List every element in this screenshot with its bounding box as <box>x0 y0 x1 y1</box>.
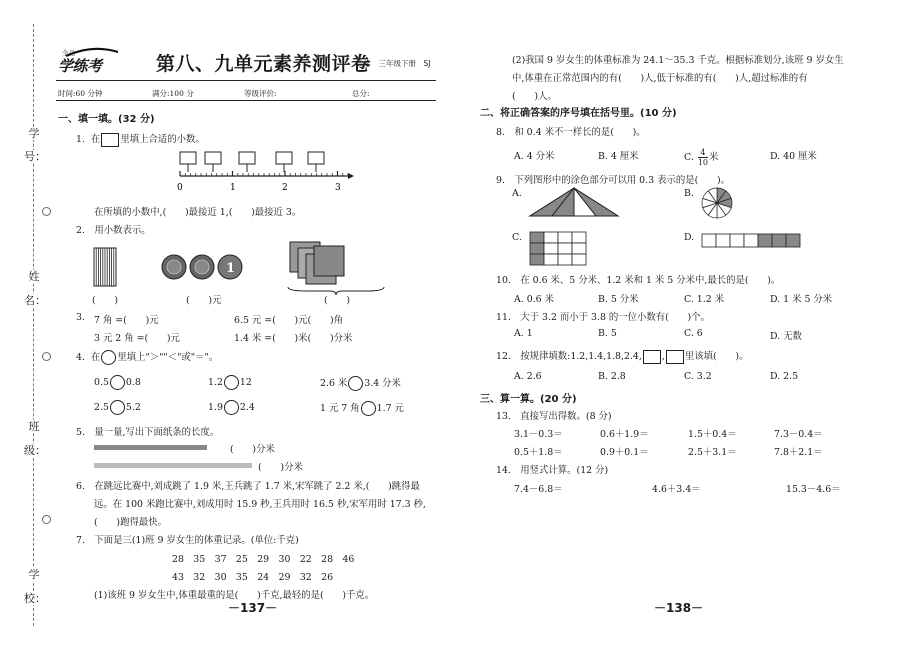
question-2: 2. 用小数表示。 <box>76 225 151 236</box>
compare-right: 5.2 <box>125 402 141 413</box>
answer-circle-icon <box>224 400 239 415</box>
grid-cell <box>786 234 800 247</box>
q11-option-b: B. 5 <box>598 328 617 339</box>
question-13: 13. 直接写出得数。(8 分) <box>496 411 612 422</box>
compare-left: 1 元 7 角 <box>320 403 360 414</box>
section-2-heading: 二、将正确答案的序号填在括号里。(10 分) <box>480 108 677 119</box>
compare-item <box>94 375 141 390</box>
question-7: 7. 下面是三(1)班 9 岁女生的体重记录。(单位:千克) <box>76 535 299 546</box>
q7-part-2-line-3: ( )人。 <box>512 91 557 102</box>
q5-answer-a: ( )分米 <box>230 444 275 455</box>
grid-cell <box>758 234 772 247</box>
q9-label-a: A. <box>512 188 522 199</box>
compare-item <box>208 400 255 415</box>
q1-number: 1. <box>76 134 85 145</box>
q6-line-1: 6. 在跳远比赛中,刘成跳了 1.9 米,王兵跳了 1.7 米,宋军跳了 2.2 米,( )跳得最 <box>76 481 420 492</box>
q3-number: 3. <box>76 312 85 323</box>
grid-cell <box>730 234 744 247</box>
logo-text: 学练考 <box>58 57 102 75</box>
compare-item <box>208 375 252 390</box>
q11-option-a: A. 1 <box>514 328 533 339</box>
answer-box-icon <box>643 350 661 364</box>
q2-answer-1: ( ) <box>92 295 119 306</box>
binding-dashed-line <box>33 24 34 626</box>
calc-item: 0.9＋0.1＝ <box>600 447 649 458</box>
total-score: 总分: <box>352 89 370 98</box>
calc-item: 0.6＋1.9＝ <box>600 429 649 440</box>
header-rule <box>56 80 436 81</box>
grid-cell <box>530 232 544 243</box>
left-page <box>56 0 438 650</box>
q12-option-c: C. 3.2 <box>684 371 712 382</box>
q11-option-c: C. 6 <box>684 328 703 339</box>
compare-left: 1.2 <box>208 377 223 388</box>
grid-cell <box>572 254 586 265</box>
ruler-label-1: 1 <box>230 183 236 193</box>
q1-fill-line: 在所填的小数中,( )最接近 1,( )最接近 3。 <box>94 207 302 218</box>
question-9: 9. 下列图形中的涂色部分可以用 0.3 表示的是( )。 <box>496 175 731 186</box>
binding-label-ban: 班 <box>24 420 44 433</box>
q12-option-d: D. 2.5 <box>770 371 799 382</box>
answer-circle-icon <box>110 400 125 415</box>
compare-item <box>94 400 141 415</box>
grid-cell <box>558 254 572 265</box>
answer-box-icon <box>101 133 119 147</box>
logo-swoosh-icon <box>64 46 122 58</box>
q11-option-d: D. 无数 <box>770 331 802 342</box>
number-line-ticks <box>180 171 348 176</box>
q7-part-1: (1)该班 9 岁女生中,体重最重的是( )千克,最轻的是( )千克。 <box>94 590 375 601</box>
grid-cell <box>558 232 572 243</box>
q9-label-c: C. <box>512 232 522 243</box>
grid-cell <box>716 234 730 247</box>
question-10: 10. 在 0.6 米、5 分米、1.2 米和 1 米 5 分米中,最长的是( )。 <box>496 275 781 286</box>
q7-data-row-1: 28 35 37 25 29 30 22 28 46 <box>172 554 355 565</box>
q10-option-d: D. 1 米 5 分米 <box>770 294 833 305</box>
grid-cell <box>572 243 586 254</box>
section-3-heading: 三、算一算。(20 分) <box>480 394 577 405</box>
compare-item <box>320 400 404 416</box>
binding-hole <box>42 352 51 361</box>
page-number-right: －138－ <box>654 601 704 615</box>
q3-row2-col2: 1.4 米 =( )米( )分米 <box>234 333 353 344</box>
calc-item: 7.8＋2.1＝ <box>774 447 823 458</box>
q1-text-b: 里填上合适的小数。 <box>120 134 205 145</box>
q2-answer-3: ( ) <box>324 295 351 306</box>
binding-label-ming: 名： <box>24 294 46 307</box>
ruler-label-3: 3 <box>335 183 341 193</box>
question-4 <box>76 349 218 365</box>
ruler-label-0: 0 <box>177 183 183 193</box>
hundred-blocks-picture <box>288 240 368 290</box>
calc-item: 1.5＋0.4＝ <box>688 429 737 440</box>
grid-cell <box>572 232 586 243</box>
coin-face-label: 1 <box>226 261 236 276</box>
page-number-left: －137－ <box>228 601 278 615</box>
decimal-strips-picture <box>94 248 124 288</box>
binding-label-xue2: 学 <box>24 568 44 581</box>
vertical-calc-item: 7.4－6.8＝ <box>514 484 563 495</box>
calc-item: 3.1－0.3＝ <box>514 429 563 440</box>
q7-part-2-line-2: 中,体重在正常范围内的有( )人,低于标准的有( )人,超过标准的有 <box>512 73 808 84</box>
publisher-logo <box>58 49 116 75</box>
paper-strip-short <box>94 463 252 468</box>
page-title: 第八、九单元素养测评卷 <box>156 53 371 75</box>
q8-option-c-label: C. <box>684 152 694 163</box>
calc-item: 0.5＋1.8＝ <box>514 447 563 458</box>
answer-circle-icon <box>101 350 116 365</box>
calc-item: 2.5＋3.1＝ <box>688 447 737 458</box>
q12-option-a: A. 2.6 <box>514 371 542 382</box>
q3-row1-col1: 7 角 =( )元 <box>94 315 159 326</box>
binding-label-ji: 级： <box>24 444 46 457</box>
question-5: 5. 量一量,写出下面纸条的长度。 <box>76 427 220 438</box>
grid-cell <box>744 234 758 247</box>
grid-figure-c <box>528 230 590 268</box>
question-11: 11. 大于 3.2 而小于 3.8 的一位小数有( )个。 <box>496 312 710 323</box>
section-1-heading: 一、填一填。(32 分) <box>58 114 155 125</box>
compare-right: 3.4 分米 <box>364 378 401 389</box>
q12-option-b: B. 2.8 <box>598 371 626 382</box>
binding-label-hao: 号： <box>24 150 46 163</box>
coins-picture <box>160 250 240 286</box>
q6-line-3: ( )跑得最快。 <box>94 517 167 528</box>
grid-cell <box>530 254 544 265</box>
full-score: 满分:100 分 <box>152 89 194 98</box>
vertical-calc-item: 4.6＋3.4＝ <box>652 484 701 495</box>
book-meta: 数学 三年级下册 SJ <box>356 59 431 68</box>
q2-answer-2: ( )元 <box>186 295 222 306</box>
grid-cell <box>544 243 558 254</box>
right-page <box>476 0 872 650</box>
q10-option-a: A. 0.6 米 <box>514 294 554 305</box>
answer-circle-icon <box>110 375 125 390</box>
grid-cell <box>772 234 786 247</box>
triangle-figure <box>528 186 620 218</box>
binding-label-xue: 学 <box>24 127 44 140</box>
compare-item <box>320 375 401 391</box>
q3-row2-col1: 3 元 2 角 =( )元 <box>94 333 180 344</box>
compare-right: 0.8 <box>125 377 141 388</box>
number-line-answer-boxes <box>180 152 324 172</box>
question-12 <box>496 348 748 364</box>
fraction-numerator: 4 <box>698 148 708 158</box>
ruler-label-2: 2 <box>282 183 288 193</box>
binding-margin <box>0 0 52 650</box>
q7-part-2-line-1: (2)我国 9 岁女生的体重标准为 24.1～35.3 千克。根据标准划分,该班 9 岁女生 <box>512 55 844 66</box>
logo-small-text: 全品 <box>62 49 75 57</box>
fraction-unit: 米 <box>709 152 719 163</box>
q10-option-c: C. 1.2 米 <box>684 294 725 305</box>
question-14: 14. 用竖式计算。(12 分) <box>496 465 609 476</box>
fraction-denominator: 10 <box>697 158 708 167</box>
binding-label-xing: 姓 <box>24 270 44 283</box>
paper-strip-long <box>94 445 207 450</box>
fraction <box>698 148 708 167</box>
q12-text-a: 12. 按规律填数:1.2,1.4,1.8,2.4, <box>496 351 642 362</box>
q1-text-a: 在 <box>90 134 101 145</box>
grid-cell <box>558 243 572 254</box>
compare-left: 0.5 <box>94 377 109 388</box>
grid-cell <box>544 232 558 243</box>
q4-number: 4. <box>76 352 85 363</box>
q4-text-b: 里填上"＞""＜"或"＝"。 <box>117 352 219 363</box>
time-limit: 时间:60 分钟 <box>58 89 103 98</box>
compare-left: 1.9 <box>208 402 223 413</box>
compare-left: 2.6 米 <box>320 378 348 389</box>
q9-label-b: B. <box>684 188 694 199</box>
q12-text-c: 里该填( )。 <box>684 351 749 362</box>
grid-cell <box>544 254 558 265</box>
q7-data-row-2: 43 32 30 35 24 29 32 26 <box>172 572 334 583</box>
answer-circle-icon <box>348 376 363 391</box>
q3-row1-col2: 6.5 元 =( )元( )角 <box>234 315 343 326</box>
q5-answer-b: ( )分米 <box>258 462 303 473</box>
grid-cell <box>702 234 716 247</box>
number-line <box>176 150 366 198</box>
q8-option-c <box>684 148 718 167</box>
compare-right: 1.7 元 <box>376 403 404 414</box>
q8-option-d: D. 40 厘米 <box>770 151 817 162</box>
compare-left: 2.5 <box>94 402 109 413</box>
calc-item: 7.3－0.4＝ <box>774 429 823 440</box>
compare-right: 12 <box>239 377 252 388</box>
circle-figure <box>700 186 734 220</box>
binding-hole <box>42 515 51 524</box>
q12-text-b: , <box>661 351 665 362</box>
vertical-calc-item: 15.3－4.6＝ <box>786 484 841 495</box>
q8-option-a: A. 4 分米 <box>514 151 555 162</box>
answer-box-icon <box>666 350 684 364</box>
q10-option-b: B. 5 分米 <box>598 294 639 305</box>
q4-text-a: 在 <box>90 352 101 363</box>
binding-label-xiao: 校： <box>24 592 46 605</box>
q9-label-d: D. <box>684 232 695 243</box>
answer-circle-icon <box>361 401 376 416</box>
binding-hole <box>42 207 51 216</box>
question-8: 8. 和 0.4 米不一样长的是( )。 <box>496 127 646 138</box>
q6-line-2: 远。在 100 米跑比赛中,刘成用时 15.9 秒,王兵用时 16.5 秒,宋军用时 17.3 秒, <box>94 499 426 510</box>
q8-option-b: B. 4 厘米 <box>598 151 639 162</box>
compare-right: 2.4 <box>239 402 255 413</box>
header-rule-2 <box>56 100 436 101</box>
grid-figure-d <box>700 232 802 250</box>
grade-eval: 等级评价: <box>244 89 277 98</box>
question-1 <box>76 131 205 147</box>
grid-cell <box>530 243 544 254</box>
answer-circle-icon <box>224 375 239 390</box>
